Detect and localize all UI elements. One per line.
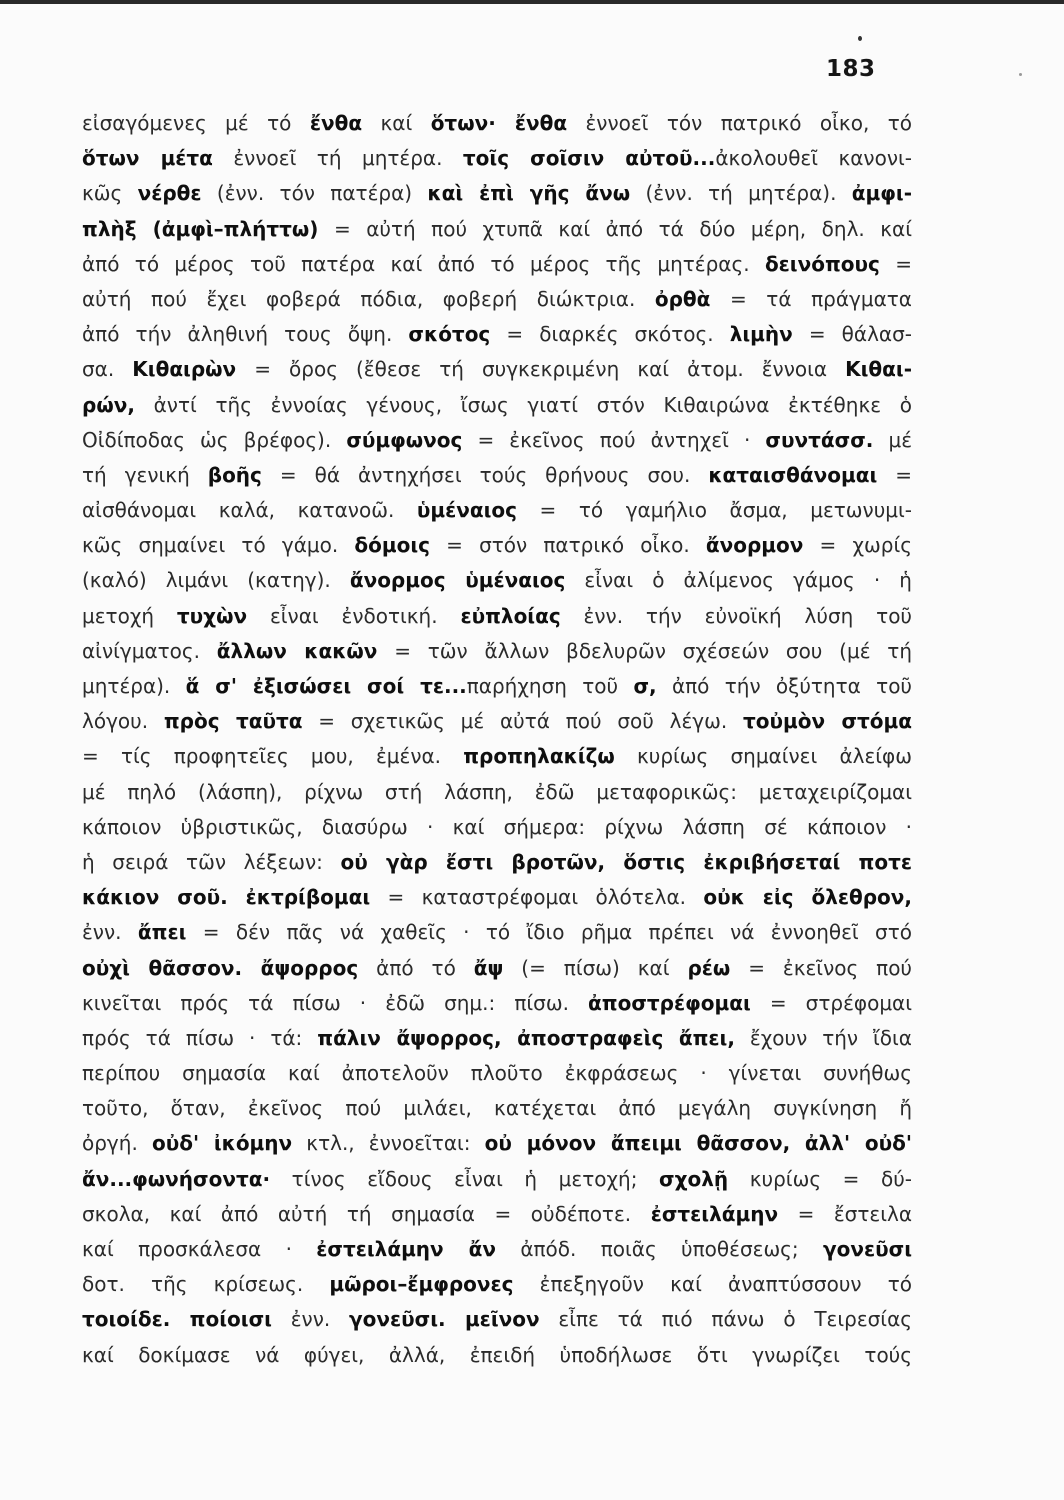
lemma-term: ὀρθὰ <box>654 286 711 311</box>
gloss-text: = <box>877 462 912 487</box>
gloss-text: κῶς <box>82 181 138 206</box>
lemma-term: ἄνορμος ὑμέναιος <box>349 568 566 593</box>
text-line <box>82 1162 912 1197</box>
gloss-text: ἐνν. τήν εὐνοϊκή λύση τοῦ <box>560 603 912 628</box>
lemma-term: βοῆς <box>207 462 262 487</box>
gloss-text: = τίς προφητεῖες μου, ἐμένα. <box>82 744 464 769</box>
lemma-term: μῶροι–ἔμφρονες <box>329 1272 514 1297</box>
gloss-text: = στόν πατρικό οἶκο. <box>429 533 706 558</box>
gloss-text: σα. <box>82 357 133 382</box>
gloss-text: = χωρίς <box>803 533 912 558</box>
gloss-text: σκολα, καί ἀπό αὐτή τή σημασία = οὐδέποτε. <box>82 1201 651 1226</box>
lemma-term: σ, <box>633 674 657 698</box>
page-number: 183 <box>826 56 876 82</box>
gloss-text: καί <box>362 111 431 135</box>
gloss-text: = <box>879 251 912 276</box>
lemma-term: προπηλακίζω <box>463 744 615 769</box>
text-line <box>82 141 912 176</box>
text-line <box>82 317 912 352</box>
lemma-term: δεινόπους <box>764 251 880 276</box>
gloss-text: τοῦτο, ὅταν, ἐκεῖνος πού μιλάει, κατέχεται ἀπό μεγάλη συγκίνηση ἤ <box>82 1096 912 1121</box>
gloss-text: περίπου σημασία καί ἀποτελοῦν πλοῦτο ἐκφράσεως · γίνεται συνήθως <box>82 1061 912 1086</box>
gloss-text: = τά πράγματα <box>710 286 912 311</box>
gloss-text: καί δοκίμασε νά φύγει, ἀλλά, ἐπειδή ὑποδήλωσε ὅτι γνωρίζει τούς <box>82 1342 912 1367</box>
lemma-term: σκότος <box>408 322 491 347</box>
gloss-text: ἀπό τήν ἀληθινή τους ὄψη. <box>82 322 409 347</box>
gloss-text: εἶπε τά πιό πάνω ὁ Τειρεσίας <box>539 1307 912 1332</box>
gloss-text: μέ πηλό (λάσπη), ρίχνω στή λάσπη, ἐδῶ μεταφορικῶς: μεταχειρίζομαι <box>82 779 912 804</box>
text-line <box>82 1232 912 1267</box>
gloss-text: (ἐνν. τή μητέρα). <box>630 181 852 206</box>
lemma-term: γονεῦσι. μεῖνον <box>349 1307 540 1332</box>
gloss-text: κινεῖται πρός τά πίσω · ἐδῶ σημ.: πίσω. <box>82 990 589 1015</box>
text-line <box>82 1338 912 1373</box>
gloss-text: εἶναι ὁ ἀλίμενος γάμος · ἡ <box>565 568 912 593</box>
lemma-term: πάλιν ἄψορρος, ἀποστραφεὶς ἄπει, <box>317 1025 735 1050</box>
lemma-term: ἅ σ' ἐξισώσει σοί τε... <box>185 674 467 698</box>
lemma-term: ἀποστρέφομαι <box>588 990 751 1015</box>
gloss-text: δοτ. τῆς κρίσεως. <box>82 1272 330 1297</box>
lemma-term: εὐπλοίας <box>460 603 561 628</box>
lemma-term: ἄπει <box>137 920 187 945</box>
text-line <box>82 986 912 1021</box>
text-line <box>82 493 912 528</box>
text-line <box>82 845 912 880</box>
gloss-text: μετοχή <box>82 603 177 628</box>
gloss-text: (= πίσω) καί <box>503 955 688 980</box>
lemma-term: πρὸς ταῦτα <box>163 709 303 734</box>
text-line <box>82 388 912 423</box>
gloss-text: = δέν πᾶς νά χαθεῖς · τό ἴδιο ρῆμα πρέπει νά ἐννοηθεῖ στό <box>186 920 912 945</box>
text-line <box>82 810 912 845</box>
lemma-term: οὐκ εἰς ὄλεθρον, <box>703 885 912 910</box>
lemma-term: σχολῇ <box>659 1166 729 1191</box>
lemma-term: οὐ γὰρ ἔστι βροτῶν, ὅστις ἐκριβήσεταί ποτε <box>340 849 912 874</box>
gloss-text: κτλ., ἐννοεῖται: <box>292 1131 485 1156</box>
gloss-text: ἐνν. <box>82 920 138 945</box>
gloss-text: κυρίως = δύ- <box>728 1166 912 1191</box>
gloss-text: ἀντί τῆς ἐννοίας γένους, ἴσως γιατί στόν Κιθαιρώνα ἐκτέθηκε ὁ <box>134 392 912 417</box>
gloss-text: αἰσθάνομαι καλά, κατανοῶ. <box>82 498 417 523</box>
lemma-term: ἄλλων κακῶν <box>216 638 378 663</box>
lemma-term: σύμφωνος <box>346 427 463 452</box>
text-line <box>82 212 912 247</box>
lemma-term: κάκιον σοῦ. ἐκτρίβομαι <box>82 885 371 910</box>
text-line <box>82 423 912 458</box>
text-line <box>82 352 912 387</box>
gloss-text: ἀπό τό μέρος τοῦ πατέρα καί ἀπό τό μέρος τῆς μητέρας. <box>82 251 765 276</box>
lemma-term: τοῖς σοῖσιν αὐτοῦ... <box>462 146 716 171</box>
gloss-text: ἐννοεῖ τή μητέρα. <box>212 146 463 171</box>
text-line <box>82 1091 912 1126</box>
text-line <box>82 563 912 598</box>
gloss-text: αἰνίγματος. <box>82 638 217 663</box>
gloss-text: Οἰδίποδας ὡς βρέφος). <box>82 427 347 452</box>
lemma-term: οὐ μόνον ἄπειμι θᾶσσον, ἀλλ' οὐδ' <box>484 1131 912 1156</box>
gloss-text: = ἐκεῖνος πού ἀντηχεῖ · <box>462 427 766 452</box>
gloss-text: εἶναι ἐνδοτική. <box>247 603 461 628</box>
lemma-term: οὐχὶ θᾶσσον. ἄψορρος <box>82 955 359 980</box>
scan-speck <box>858 36 862 41</box>
gloss-text: ὀργή. <box>82 1131 152 1156</box>
gloss-text: = στρέφομαι <box>750 990 912 1015</box>
lemma-term: καταισθάνομαι <box>708 462 878 487</box>
gloss-text: ἐννοεῖ τόν πατρικό οἶκο, τό <box>567 111 912 135</box>
text-line <box>82 880 912 915</box>
commentary-text <box>82 106 912 1373</box>
text-line <box>82 458 912 493</box>
text-line <box>82 951 912 986</box>
lemma-term: ὅτων· ἔνθα <box>430 111 568 135</box>
gloss-text: = αὐτή πού χτυπᾶ καί ἀπό τά δύο μέρη, δηλ. καί <box>318 216 912 241</box>
gloss-text: = θά ἀντηχήσει τούς θρήνους σου. <box>261 462 709 487</box>
lemma-term: τυχὼν <box>176 603 248 628</box>
text-line <box>82 915 912 950</box>
lemma-term: ρέω <box>687 955 731 980</box>
lemma-term: γονεῦσι <box>823 1237 912 1261</box>
lemma-term: ἀμφι- <box>851 181 912 206</box>
lemma-term: νέρθε <box>137 181 202 206</box>
lemma-term: ἐστειλάμην <box>650 1201 779 1226</box>
gloss-text: = τῶν ἄλλων βδελυρῶν σχέσεών σου (μέ τή <box>377 638 912 663</box>
text-line <box>82 247 912 282</box>
lemma-term: ἄν...φωνήσοντα· <box>82 1166 271 1191</box>
text-line <box>82 1302 912 1337</box>
gloss-text: ἡ σειρά τῶν λέξεων: <box>82 849 341 874</box>
lemma-term: τοιοίδε. ποίοισι <box>82 1307 272 1332</box>
lemma-term: οὐδ' ἰκόμην <box>151 1131 293 1156</box>
gloss-text: = σχετικῶς μέ αὐτά πού σοῦ λέγω. <box>302 709 743 734</box>
lemma-term: ἔνθα <box>309 111 363 135</box>
gloss-text: κυρίως σημαίνει ἀλείφω <box>614 744 912 769</box>
gloss-text: κῶς σημαίνει τό γάμο. <box>82 533 355 558</box>
lemma-term: ἄψ <box>473 955 504 980</box>
text-line <box>82 669 912 704</box>
gloss-text: κάποιον ὑβριστικῶς, διασύρω · καί σήμερα: ρίχνω λάσπη σέ κάποιον · <box>82 814 912 839</box>
text-line <box>82 528 912 563</box>
gloss-text: ἀπόδ. ποιᾶς ὑποθέσεως; <box>495 1237 824 1261</box>
lemma-term: τοὐμὸν στόμα <box>742 709 912 734</box>
lemma-term: Κιθαιρὼν <box>132 357 237 382</box>
gloss-text: παρήχηση τοῦ <box>466 674 634 698</box>
gloss-text: τίνος εἴδους εἶναι ἡ μετοχή; <box>270 1166 660 1191</box>
text-line <box>82 106 912 141</box>
gloss-text: (ἐνν. τόν πατέρα) <box>201 181 428 206</box>
gloss-text: ἀκολουθεῖ κανονι- <box>715 146 912 171</box>
page-top-edge <box>0 0 1064 4</box>
text-line <box>82 739 912 774</box>
lemma-term: ὑμέναιος <box>416 498 517 523</box>
gloss-text: ἀπό τήν ὀξύτητα τοῦ <box>656 674 912 698</box>
gloss-text: λόγου. <box>82 709 164 734</box>
gloss-text: ἀπό τό <box>358 955 474 980</box>
scan-speck <box>1019 73 1022 76</box>
text-line <box>82 1021 912 1056</box>
gloss-text: μητέρα). <box>82 674 186 698</box>
gloss-text: ἐπεξηγοῦν καί ἀναπτύσσουν τό <box>513 1272 912 1297</box>
lemma-term: συντάσσ. <box>765 427 874 452</box>
gloss-text: εἰσαγόμενες μέ τό <box>82 111 310 135</box>
text-line <box>82 1126 912 1161</box>
lemma-term: ρών, <box>82 392 135 417</box>
lemma-term: ὅτων μέτα <box>82 146 213 171</box>
lemma-term: λιμὴν <box>729 322 793 347</box>
text-line <box>82 1197 912 1232</box>
text-line <box>82 599 912 634</box>
gloss-text: = ὄρος (ἔθεσε τή συγκεκριμένη καί ἀτομ. ἔννοια <box>236 357 846 382</box>
gloss-text: πρός τά πίσω · τά: <box>82 1025 318 1050</box>
lemma-term: ἄνορμον <box>705 533 804 558</box>
gloss-text: = διαρκές σκότος. <box>490 322 730 347</box>
gloss-text: καί προσκάλεσα · <box>82 1237 317 1261</box>
gloss-text: μέ <box>873 427 912 452</box>
lemma-term: καὶ ἐπὶ γῆς ἄνω <box>427 181 631 206</box>
text-line <box>82 282 912 317</box>
gloss-text: (καλό) λιμάνι (κατηγ). <box>82 568 350 593</box>
text-line <box>82 634 912 669</box>
gloss-text: = καταστρέφομαι ὁλότελα. <box>370 885 704 910</box>
lemma-term: πλὴξ (ἀμφὶ–πλήττω) <box>82 216 319 241</box>
gloss-text: = ἔστειλα <box>778 1201 912 1226</box>
lemma-term: Κιθαι- <box>845 357 912 382</box>
gloss-text: αὐτή πού ἔχει φοβερά πόδια, φοβερή διώκτρια. <box>82 286 655 311</box>
gloss-text: = θάλασ- <box>792 322 912 347</box>
gloss-text: ἐνν. <box>271 1307 349 1332</box>
gloss-text: ἔχουν τήν ἴδια <box>734 1025 912 1050</box>
text-line <box>82 1267 912 1302</box>
gloss-text: τή γενική <box>82 462 208 487</box>
text-line <box>82 1056 912 1091</box>
text-line <box>82 775 912 810</box>
gloss-text: = τό γαμήλιο ἄσμα, μετωνυμι- <box>516 498 912 523</box>
text-line <box>82 176 912 211</box>
lemma-term: δόμοις <box>354 533 430 558</box>
text-line <box>82 704 912 739</box>
lemma-term: ἐστειλάμην ἄν <box>316 1237 496 1261</box>
gloss-text: = ἐκεῖνος πού <box>730 955 912 980</box>
